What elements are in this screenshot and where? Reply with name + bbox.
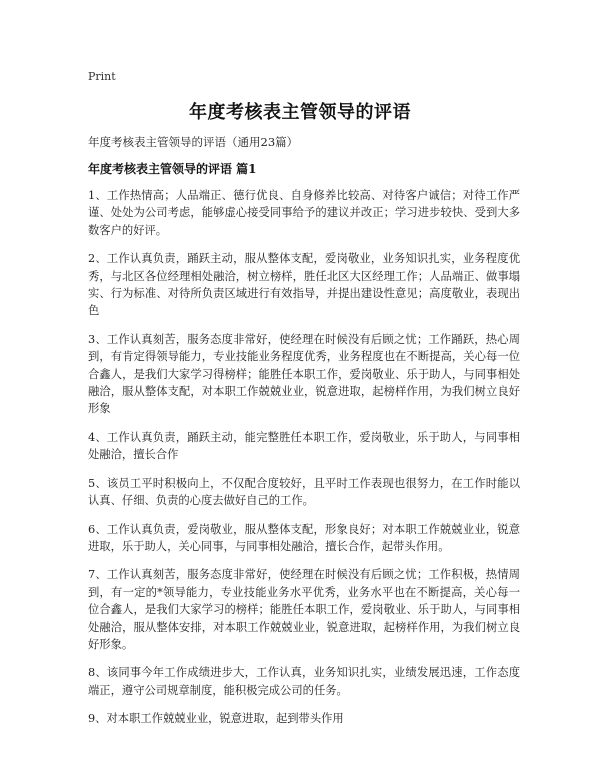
paragraph-7: 7、工作认真刻苦，服务态度非常好，使经理在时候没有后顾之忧；工作积极，热情周到，有一定的*领导能力，专业技能业务水平优秀，业务水平也在不断提高，关心每一位合鑫人，是我们大家学习的榜样；能胜任本职工作，爱岗敬业、乐于助人，与同事相处融洽，服从整体安排，对本职工作兢兢业业，锐意进取，起榜样作用，为我们树立良好形象。	[88, 568, 520, 651]
document-title: 年度考核表主管领导的评语	[189, 102, 411, 123]
section-heading: 年度考核表主管领导的评语 篇1	[88, 162, 257, 176]
paragraph-3: 3、工作认真刻苦，服务态度非常好，使经理在时候没有后顾之忧；工作踊跃，热心周到，有肯定得领导能力，专业技能业务程度优秀，业务程度也在不断提高，关心每一位合鑫人，是我们大家学习得榜样；能胜任本职工作，爱岗敬业、乐于助人，与同事相处融洽，服从整体支配，对本职工作兢兢业业，锐意进取，起榜样作用，为我们树立良好形象	[88, 332, 520, 416]
paragraph-9: 9、对本职工作兢兢业业，锐意进取，起到带头作用	[88, 712, 344, 726]
paragraph-4: 4、工作认真负责，踊跃主动，能完整胜任本职工作，爱岗敬业，乐于助人，与同事相处融洽，擅长合作	[88, 430, 520, 462]
document-subtitle: 年度考核表主管领导的评语（通用23篇）	[88, 135, 299, 149]
paragraph-1: 1、工作热情高；人品端正、德行优良、自身修养比较高、对待客户诚信；对待工作严谨、处处为公司考虑，能够虚心接受同事给予的建议并改正；学习进步较快、受到大多数客户的好评。	[88, 189, 520, 237]
document-body	[88, 187, 520, 739]
print-label: Print	[88, 70, 116, 83]
paragraph-8: 8、该同事今年工作成绩进步大，工作认真，业务知识扎实，业绩发展迅速，工作态度端正，遵守公司规章制度，能积极完成公司的任务。	[88, 666, 520, 697]
paragraph-5: 5、该员工平时积极向上，不仅配合度较好，且平时工作表现也很努力，在工作时能以认真、仔细、负责的心度去做好自己的工作。	[88, 476, 520, 508]
paragraph-6: 6、工作认真负责，爱岗敬业，服从整体支配，形象良好；对本职工作兢兢业业，锐意进取，乐于助人，关心同事，与同事相处融洽，擅长合作，起带头作用。	[88, 522, 520, 553]
paragraph-2: 2、工作认真负责，踊跃主动，服从整体支配，爱岗敬业，业务知识扎实，业务程度优秀，与北区各位经理相处融洽，树立榜样，胜任北区大区经理工作；人品端正、做事塌实、行为标准、对待所负责区域进行有效指导，并提出建设性意见；高度敬业，表现出色	[88, 252, 520, 318]
